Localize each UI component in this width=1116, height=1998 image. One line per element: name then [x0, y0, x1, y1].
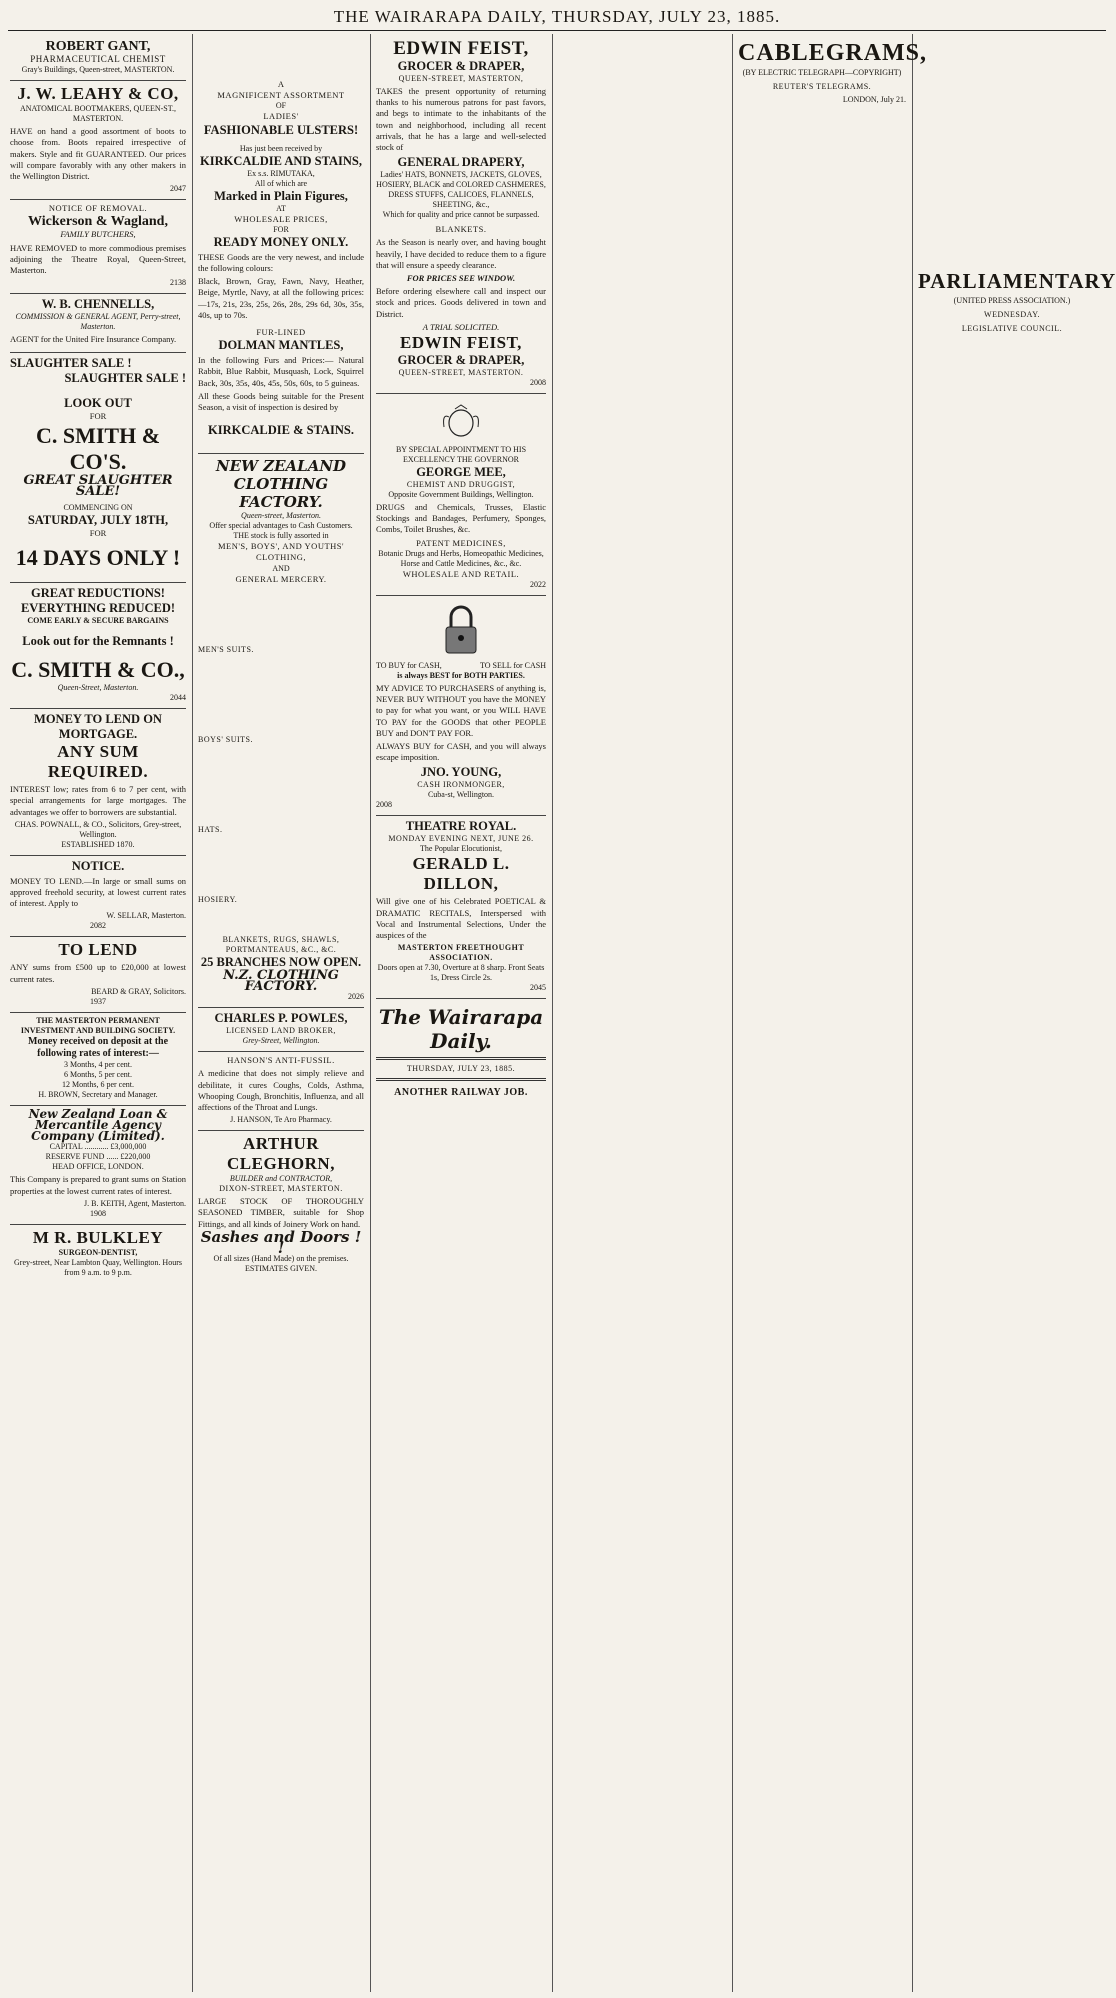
young-trade: CASH IRONMONGER,	[417, 780, 505, 790]
kirk-magnificent: MAGNIFICENT ASSORTMENT	[217, 90, 345, 101]
ad-notice	[10, 856, 186, 938]
nzc-hats: HATS.	[198, 824, 223, 834]
kirk-colours: Black, Brown, Gray, Fawn, Navy, Heather, Beige, Myrtle, Navy, at all the following prices:—17s, 21s, 23s, 25s, 26s, 28s, 29s 6d, 30s, 35s, 40s, up to 70s.	[198, 276, 364, 320]
theatre-head: THEATRE ROYAL.	[405, 819, 517, 834]
ad-number: 2008	[376, 800, 392, 810]
for-text-2: FOR	[89, 528, 107, 539]
legislative-council: LEGISLATIVE COUNCIL.	[961, 324, 1063, 334]
ad-number: 2045	[530, 983, 546, 993]
for-text: FOR	[89, 411, 107, 422]
nzc-and: AND	[272, 563, 290, 573]
cleghorn-address: DIXON-STREET, MASTERTON.	[219, 1184, 343, 1194]
building-rate-1: 3 Months, 4 per cent.	[64, 1059, 132, 1069]
tolend-head: TO LEND	[58, 940, 138, 960]
cleghorn-sashes: Sashes and Doors ! !	[200, 1227, 362, 1258]
masthead-title: THE WAIRARAPA DAILY, THURSDAY, JULY 23, 1885.	[333, 7, 781, 26]
kirk-dolman: DOLMAN MANTLES,	[218, 338, 344, 353]
kirk-dolman-body: In the following Furs and Prices:— Natural Rabbit, Blue Rabbit, Musquash, Lock, Squirrel Back, 30s, 35s, 40s, 45s, 50s, 60s, to 5 guineas.	[198, 355, 364, 388]
kirk-marked: Marked in Plain Figures,	[214, 188, 348, 203]
ad-nz-clothing	[198, 454, 364, 1008]
theatre-body: Will give one of his Celebrated POETICAL & DRAMATIC RECITALS, Interspersed with Vocal and Instrumental Selections, Under the auspices of the	[376, 896, 546, 941]
column-1	[10, 36, 186, 1991]
feist-address-2: QUEEN-STREET, MASTERTON.	[398, 368, 524, 378]
feist-address: QUEEN-STREET, MASTERTON,	[398, 74, 524, 83]
theatre-date: MONDAY EVENING NEXT, JUNE 26.	[388, 834, 534, 844]
nzloan-sig: J. B. KEITH, Agent, Masterton.	[84, 1198, 186, 1208]
removal-body: HAVE REMOVED to more commodious premises adjoining the Theatre Royal, Queen-Street, Masterton.	[10, 242, 186, 276]
column-4	[558, 36, 726, 1991]
sale-date: SATURDAY, JULY 18TH,	[27, 513, 169, 528]
ad-cleghorn	[198, 1131, 364, 1279]
column-6	[918, 36, 1116, 1991]
cablegrams-sub: (BY ELECTRIC TELEGRAPH—COPYRIGHT)	[742, 68, 902, 77]
ad-number: 2044	[170, 693, 186, 703]
smith-address: Queen-Street, Masterton.	[57, 683, 139, 693]
cleghorn-trade: BUILDER and CONTRACTOR,	[229, 1174, 333, 1184]
leahy-trade: ANATOMICAL BOOTMAKERS, QUEEN-ST., MASTERTON.	[19, 104, 177, 124]
nzc-stock: THE stock is fully assorted in	[233, 531, 329, 541]
feist-drapery: GENERAL DRAPERY,	[397, 155, 525, 170]
mee-name: GEORGE MEE,	[416, 465, 506, 480]
tolend-body: ANY sums from £500 up to £20,000 at lowest current rates.	[10, 962, 186, 984]
young-best: is always BEST for BOTH PARTIES.	[397, 671, 525, 681]
nzloan-reserve: RESERVE FUND ...... £220,000	[45, 1152, 151, 1162]
ad-leahy	[10, 81, 186, 200]
nzc-address: Queen-street, Masterton.	[241, 511, 321, 521]
nzc-special: Offer special advantages to Cash Customers.	[209, 521, 353, 531]
double-rule	[376, 1078, 546, 1081]
column-5	[738, 36, 928, 1991]
editorial-header	[376, 999, 546, 1098]
nzc-hosiery: HOSIERY.	[198, 894, 238, 904]
bulkley-address: Grey-street, Near Lambton Quay, Wellington. Hours from 9 a.m. to 9 p.m.	[14, 1257, 182, 1277]
mee-body: DRUGS and Chemicals, Trusses, Elastic Stockings and Bandages, Perfumery, Sponges, Combs, Toilet Brushes, &c.	[376, 502, 546, 535]
rail-head: ANOTHER RAILWAY JOB.	[394, 1087, 528, 1099]
column-2	[198, 36, 364, 1991]
theatre-popular: The Popular Elocutionist,	[420, 844, 502, 854]
theatre-name: GERALD L. DILLON,	[412, 854, 510, 894]
great-sale: GREAT SLAUGHTER SALE!	[23, 472, 173, 499]
commencing: COMMENCING ON	[63, 503, 133, 513]
kirk-a: A	[277, 79, 285, 89]
young-buy-sell	[376, 661, 546, 671]
nzloan-body: This Company is prepared to grant sums on Station properties at the lowest current rates of interest.	[10, 1174, 186, 1196]
nzloan-office: HEAD OFFICE, LONDON.	[52, 1162, 144, 1172]
bulkley-trade: SURGEON-DENTIST,	[58, 1247, 138, 1257]
look-out: LOOK OUT	[64, 396, 132, 411]
young-buy: TO BUY for CASH,	[376, 661, 442, 671]
ad-number: 1937	[90, 996, 106, 1006]
ad-young	[376, 596, 546, 816]
smith-firm: C. SMITH & CO'S.	[35, 422, 161, 474]
building-rate-3: 12 Months, 6 per cent.	[62, 1079, 134, 1089]
fourteen-days: 14 DAYS ONLY !	[15, 545, 181, 571]
feist-name-2: EDWIN FEIST,	[400, 333, 522, 353]
ad-number: 2047	[170, 184, 186, 194]
kirk-name: KIRKCALDIE AND STAINS,	[200, 153, 362, 168]
kirk-ready-money: READY MONEY ONLY.	[213, 234, 349, 249]
ad-number: 2008	[530, 378, 546, 388]
kirk-received: Has just been received by	[239, 143, 323, 153]
column-3	[376, 36, 546, 1991]
feist-body: TAKES the present opportunity of returning thanks to his numerous patrons for past favors, and begs to intimate to the inhabitants of the town and neighborhood, including all recent arrivals, that he has a large and well-selected stock of	[376, 86, 546, 153]
hanson-sig: J. HANSON, Te Aro Pharmacy.	[230, 1115, 332, 1125]
hanson-head: HANSON'S ANTI-FUSSIL.	[227, 1055, 335, 1066]
kirk-wholesale: WHOLESALE PRICES,	[234, 213, 328, 224]
money-head: MONEY TO LEND ON MORTGAGE.	[34, 712, 162, 742]
ad-reductions	[10, 583, 186, 709]
cleghorn-footer: Of all sizes (Hand Made) on the premises. ESTIMATES GIVEN.	[213, 1254, 349, 1274]
theatre-doors: Doors open at 7.30, Overture at 8 sharp. Front Seats 1s, Dress Circle 2s.	[377, 963, 545, 983]
nzc-mens: MEN'S, BOYS', AND YOUTHS' CLOTHING,	[217, 541, 345, 563]
kirk-furlined: FUR-LINED	[256, 327, 306, 338]
notice-head: NOTICE.	[71, 858, 125, 873]
chennells-body: AGENT for the United Fire Insurance Company.	[10, 334, 177, 345]
kirk-signoff: KIRKCALDIE & STAINS.	[208, 423, 354, 438]
feist-trade: GROCER & DRAPER,	[397, 59, 525, 73]
building-sig: H. BROWN, Secretary and Manager.	[38, 1089, 158, 1099]
theatre-assoc: MASTERTON FREETHOUGHT ASSOCIATION.	[397, 943, 525, 963]
nzc-blankets: BLANKETS, RUGS, SHAWLS, PORTMANTEAUS, &C., &C.	[222, 934, 340, 954]
young-sell: TO SELL for CASH	[480, 661, 546, 671]
reductions-2: EVERYTHING REDUCED!	[20, 601, 176, 616]
smith-name: C. SMITH & CO.,	[11, 657, 185, 683]
ad-number: 1908	[90, 1208, 106, 1218]
slaughter-line-1: SLAUGHTER SALE !	[10, 356, 132, 371]
ad-tolend	[10, 937, 186, 1012]
nzc-title: NEW ZEALAND CLOTHING FACTORY.	[215, 457, 347, 512]
ad-chennells	[10, 294, 186, 353]
ad-building-society	[10, 1013, 186, 1106]
kirk-goods: THESE Goods are the very newest, and include the following colours:	[198, 251, 364, 274]
chennells-name: W. B. CHENNELLS,	[41, 297, 155, 312]
money-body: INTEREST low; rates from 6 to 7 per cent, with special arrangements for large mortgages. The advantages we offer to borrowers are substantial.	[10, 784, 186, 817]
removal-head: NOTICE OF REMOVAL.	[48, 203, 148, 214]
reuters: REUTER'S TELEGRAMS.	[772, 82, 872, 92]
ad-nz-loan	[10, 1106, 186, 1225]
notice-sig: W. SELLAR, Masterton.	[106, 911, 186, 921]
bulkley-name: M R. BULKLEY	[32, 1227, 164, 1247]
mee-by: BY SPECIAL APPOINTMENT TO HIS EXCELLENCY THE GOVERNOR	[395, 445, 527, 465]
kirk-which: All of which are	[254, 178, 308, 188]
cleghorn-name: ARTHUR CLEGHORN,	[227, 1134, 335, 1174]
money-sum: ANY SUM REQUIRED.	[47, 742, 149, 782]
ad-gant	[10, 36, 186, 81]
feist-trial: A TRIAL SOLICITED.	[422, 321, 500, 332]
nzloan-capital: CAPITAL ............ £3,000,000	[49, 1142, 147, 1152]
kirk-all-goods: All these Goods being suitable for the Present Season, a visit of inspection is desired by	[198, 390, 364, 413]
press-assoc: (UNITED PRESS ASSOCIATION.)	[953, 296, 1071, 305]
ad-slaughter	[10, 353, 186, 583]
young-advice: MY ADVICE TO PURCHASERS of anything is, NEVER BUY WITHOUT you have the MONEY to pay for what you want, or you WILL HAVE TO PAY for the GOODS that other PEOPLE BUY and DON'T PAY FOR.	[376, 683, 546, 738]
leahy-name: J. W. LEAHY & CO,	[17, 84, 179, 104]
padlock-icon	[443, 605, 479, 655]
feist-cash: Which for quality and price cannot be surpassed.	[382, 210, 540, 220]
nzc-branches: 25 BRANCHES NOW OPEN.	[200, 954, 362, 969]
paper-date: THURSDAY, JULY 23, 1885.	[406, 1064, 516, 1074]
column-rule	[732, 34, 733, 1992]
nzloan-head: New Zealand Loan & Mercantile Agency Company (Limited).	[28, 1106, 168, 1144]
ad-theatre	[376, 816, 546, 999]
news-text-column-6-top	[918, 36, 1106, 264]
paper-name: The Wairarapa Daily.	[378, 1005, 544, 1054]
slaughter-line-2: SLAUGHTER SALE !	[64, 371, 186, 386]
money-est: ESTABLISHED 1870.	[61, 839, 135, 849]
feist-before: Before ordering elsewhere call and inspect our stock and prices. Goods delivered in town and District.	[376, 286, 546, 319]
reductions-1: GREAT REDUCTIONS!	[31, 586, 165, 601]
ad-number: 2082	[90, 921, 106, 931]
royal-crest-icon	[438, 403, 484, 439]
gant-address: Gray's Buildings, Queen-street, MASTERTON.	[21, 65, 175, 75]
parliamentary-heading: PARLIAMENTARY	[918, 269, 1116, 293]
ad-bulkley	[10, 1225, 186, 1283]
column-rule	[192, 34, 193, 1992]
ad-mee	[376, 394, 546, 596]
gant-trade: PHARMACEUTICAL CHEMIST	[30, 54, 166, 64]
young-name: JNO. YOUNG,	[420, 765, 502, 780]
feist-name: EDWIN FEIST,	[393, 38, 529, 59]
ad-number: 2022	[530, 580, 546, 590]
kirk-for: FOR	[273, 224, 289, 234]
nzc-suits: MEN'S SUITS.	[198, 644, 254, 654]
feist-blankets-body: As the Season is nearly over, and having bought heavily, I have decided to reduce them to a figure that will ensure a speedy clearance.	[376, 237, 546, 270]
wednesday: WEDNESDAY.	[984, 310, 1040, 320]
kirk-of: OF	[275, 101, 287, 111]
nzc-mercery: GENERAL MERCERY.	[235, 573, 327, 584]
ad-hanson	[198, 1052, 364, 1131]
building-rate-2: 6 Months, 5 per cent.	[64, 1069, 132, 1079]
powles-name: CHARLES P. POWLES,	[214, 1011, 348, 1026]
ad-number: 2138	[170, 278, 186, 288]
young-always: ALWAYS BUY for CASH, and you will always escape imposition.	[376, 741, 546, 763]
powles-address: Grey-Street, Wellington.	[242, 1036, 320, 1046]
kirk-at: AT	[276, 203, 286, 213]
mee-trade: CHEMIST AND DRUGGIST,	[406, 480, 516, 490]
feist-blankets: BLANKETS.	[435, 224, 487, 235]
removal-trade: FAMILY BUTCHERS,	[60, 229, 136, 240]
nzc-title-2: N.Z. CLOTHING FACTORY.	[223, 967, 339, 995]
masthead	[8, 4, 1106, 31]
ad-removal	[10, 200, 186, 294]
chennells-trade: COMMISSION & GENERAL AGENT, Perry-street, Masterton.	[15, 312, 181, 332]
kirk-ladies: LADIES'	[263, 111, 299, 122]
cleghorn-body: LARGE STOCK OF THOROUGHLY SEASONED TIMBER, suitable for Shop Fittings, and all kinds of Joinery Work on hand.	[198, 1196, 364, 1229]
ad-number: 2026	[348, 992, 364, 1002]
nzc-boys: BOYS' SUITS.	[198, 734, 254, 744]
ad-money	[10, 709, 186, 856]
hanson-body: A medicine that does not simply relieve and debilitate, it cures Coughs, Colds, Asthma, Whooping Cough, Bronchitis, Influenza, and all affections of the Throat and Lungs.	[198, 1068, 364, 1113]
ad-kirkcaldie	[198, 36, 364, 454]
feist-drapery-body: Ladies' HATS, BONNETS, JACKETS, GLOVES, HOSIERY, BLACK and COLORED CASHMERES, DRESS STUFFS, CALICOES, FLANNELS, SHEETING, &c.,	[376, 170, 546, 210]
leahy-body: HAVE on hand a good assortment of boots to choose from. Boots repaired irrespective of makers. Style and fit GUARANTEED. Our prices will compare favorably with any other makers in the Wellington District.	[10, 126, 186, 182]
kirk-ship: Ex s.s. RIMUTAKA,	[247, 168, 315, 178]
column-rule	[370, 34, 371, 1992]
mee-patent-body: Botanic Drugs and Herbs, Homeopathic Medicines, Horse and Cattle Medicines, &c., &c.	[378, 548, 544, 568]
column-rule	[552, 34, 553, 1992]
removal-name: Wickerson & Wagland,	[28, 214, 168, 230]
ad-powles	[198, 1008, 364, 1052]
mee-patent: PATENT MEDICINES,	[416, 537, 506, 548]
reductions-3: COME EARLY & SECURE BARGAINS	[27, 616, 169, 626]
cablegrams-heading: CABLEGRAMS,	[738, 40, 928, 66]
kirk-ulsters: FASHIONABLE ULSTERS!	[203, 122, 359, 137]
young-address: Cuba-st, Wellington.	[427, 790, 495, 800]
reductions-4: Look out for the Remnants !	[22, 634, 174, 649]
powles-trade: LICENSED LAND BROKER,	[226, 1026, 336, 1036]
double-rule	[376, 1057, 546, 1060]
tolend-sig: BEARD & GRAY, Solicitors.	[91, 986, 186, 996]
building-body: Money received on deposit at the following rates of interest:—	[27, 1035, 169, 1059]
building-head: THE MASTERTON PERMANENT INVESTMENT AND BUILDING SOCIETY.	[20, 1015, 176, 1035]
mee-address: Opposite Government Buildings, Wellington.	[388, 490, 534, 500]
mee-wholesale: WHOLESALE AND RETAIL.	[402, 568, 520, 579]
notice-body: MONEY TO LEND.—In large or small sums on approved freehold security, at lowest current rates of interest. Apply to	[10, 875, 186, 909]
column-rule	[912, 34, 913, 1992]
gant-name: ROBERT GANT,	[45, 39, 151, 54]
money-sig: CHAS. POWNALL, & CO., Solicitors, Grey-street, Wellington.	[14, 819, 182, 839]
ad-feist	[376, 36, 546, 394]
feist-trade-2: GROCER & DRAPER,	[397, 353, 525, 368]
dateline-london: LONDON, July 21.	[842, 95, 906, 105]
feist-prices: FOR PRICES SEE WINDOW.	[406, 273, 516, 284]
